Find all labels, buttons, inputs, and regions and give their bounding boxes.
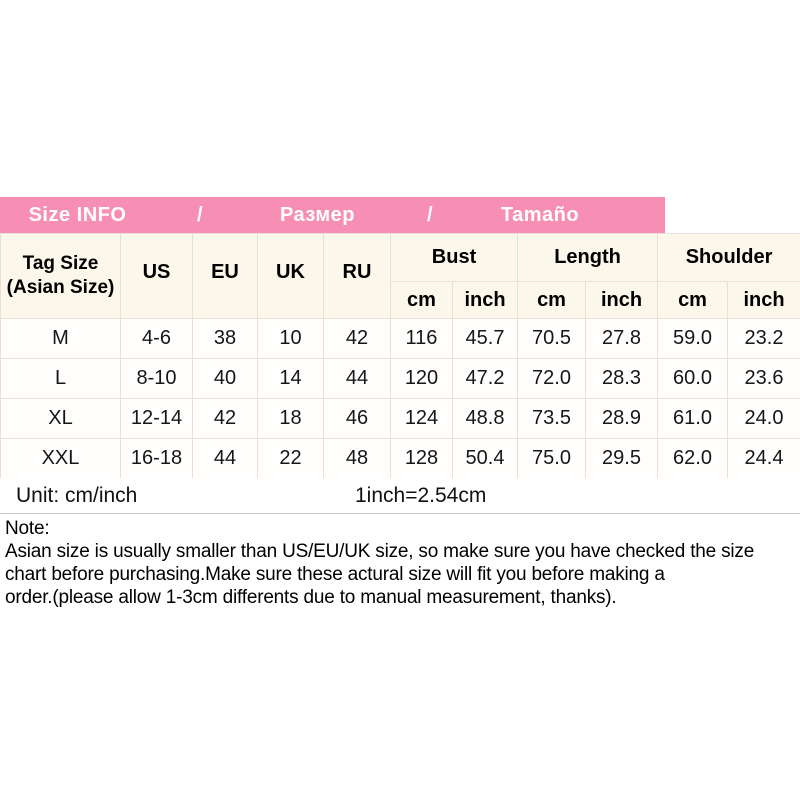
inch-conversion-label: 1inch=2.54cm <box>355 484 487 507</box>
banner-separator-slash: / <box>426 203 434 226</box>
table-row-l <box>1 359 800 399</box>
cell-shoulder-cm: 61.0 <box>658 399 728 439</box>
cell-bust-inch: 45.7 <box>453 319 518 359</box>
cell-ru: 48 <box>324 439 391 479</box>
table-row-xxl <box>1 439 800 479</box>
cell-bust-cm: 128 <box>391 439 453 479</box>
cell-eu: 42 <box>193 399 258 439</box>
cell-length-cm: 75.0 <box>518 439 586 479</box>
header-ru: RU <box>324 234 391 319</box>
cell-eu: 44 <box>193 439 258 479</box>
note-line: chart before purchasing.Make sure these actural size will fit you before making a <box>5 564 665 585</box>
cell-length-inch: 29.5 <box>586 439 658 479</box>
cell-uk: 14 <box>258 359 324 399</box>
cell-uk: 18 <box>258 399 324 439</box>
cell-us: 12-14 <box>121 399 193 439</box>
cell-tag: M <box>1 319 121 359</box>
banner-separator-slash: / <box>196 203 204 226</box>
header-length-inch: inch <box>586 282 658 319</box>
header-shoulder-inch: inch <box>728 282 800 319</box>
cell-tag: L <box>1 359 121 399</box>
header-tag-size-line1: Tag Size <box>22 253 99 274</box>
note-block <box>5 517 800 609</box>
cell-bust-cm: 116 <box>391 319 453 359</box>
cell-uk: 22 <box>258 439 324 479</box>
header-bust: Bust <box>391 234 518 282</box>
header-bust-cm: cm <box>391 282 453 319</box>
cell-shoulder-inch: 23.2 <box>728 319 800 359</box>
header-uk: UK <box>258 234 324 319</box>
cell-length-inch: 28.9 <box>586 399 658 439</box>
header-us: US <box>121 234 193 319</box>
cell-bust-cm: 120 <box>391 359 453 399</box>
banner-title-spanish: Tamaño <box>500 203 580 226</box>
cell-shoulder-inch: 24.0 <box>728 399 800 439</box>
unit-label: Unit: cm/inch <box>16 484 138 507</box>
size-info-banner <box>0 197 665 233</box>
cell-bust-inch: 47.2 <box>453 359 518 399</box>
cell-tag: XL <box>1 399 121 439</box>
size-chart-table <box>0 233 800 479</box>
header-eu: EU <box>193 234 258 319</box>
cell-shoulder-cm: 60.0 <box>658 359 728 399</box>
cell-us: 8-10 <box>121 359 193 399</box>
table-row-m <box>1 319 800 359</box>
banner-title-russian: Размер <box>279 203 356 226</box>
note-line: Asian size is usually smaller than US/EU/UK size, so make sure you have checked the size <box>5 541 755 562</box>
header-tag-size-line2: (Asian Size) <box>6 277 115 298</box>
table-row-xl <box>1 399 800 439</box>
header-tag-size <box>1 234 121 319</box>
cell-ru: 46 <box>324 399 391 439</box>
cell-length-inch: 27.8 <box>586 319 658 359</box>
note-line: order.(please allow 1-3cm differents due to manual measurement, thanks). <box>5 587 617 608</box>
header-length-cm: cm <box>518 282 586 319</box>
cell-length-inch: 28.3 <box>586 359 658 399</box>
cell-ru: 44 <box>324 359 391 399</box>
cell-shoulder-cm: 62.0 <box>658 439 728 479</box>
cell-us: 16-18 <box>121 439 193 479</box>
cell-eu: 40 <box>193 359 258 399</box>
cell-bust-inch: 48.8 <box>453 399 518 439</box>
header-length: Length <box>518 234 658 282</box>
cell-length-cm: 70.5 <box>518 319 586 359</box>
cell-shoulder-cm: 59.0 <box>658 319 728 359</box>
cell-ru: 42 <box>324 319 391 359</box>
note-title: Note: <box>5 518 50 539</box>
unit-bar <box>0 478 800 514</box>
cell-tag: XXL <box>1 439 121 479</box>
header-bust-inch: inch <box>453 282 518 319</box>
cell-uk: 10 <box>258 319 324 359</box>
cell-eu: 38 <box>193 319 258 359</box>
cell-shoulder-inch: 23.6 <box>728 359 800 399</box>
header-shoulder: Shoulder <box>658 234 800 282</box>
cell-shoulder-inch: 24.4 <box>728 439 800 479</box>
cell-length-cm: 73.5 <box>518 399 586 439</box>
cell-us: 4-6 <box>121 319 193 359</box>
cell-length-cm: 72.0 <box>518 359 586 399</box>
banner-title-english: Size INFO <box>28 203 127 226</box>
header-row-groups <box>1 234 800 282</box>
cell-bust-cm: 124 <box>391 399 453 439</box>
header-shoulder-cm: cm <box>658 282 728 319</box>
cell-bust-inch: 50.4 <box>453 439 518 479</box>
